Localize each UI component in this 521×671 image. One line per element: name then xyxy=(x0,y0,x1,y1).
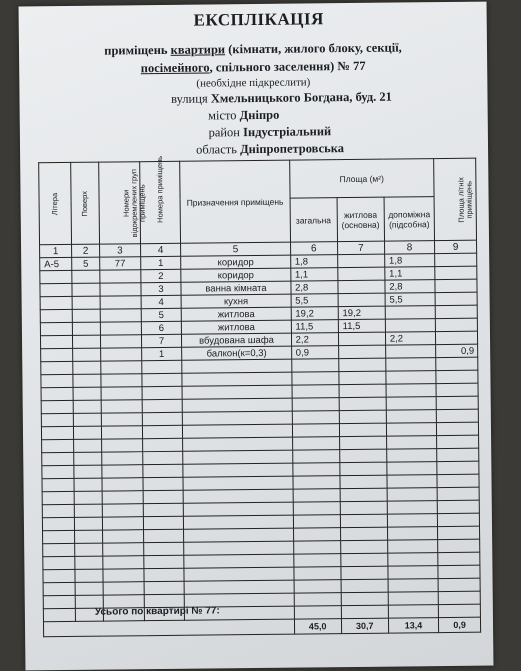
cell-floor xyxy=(72,322,100,335)
cell-living xyxy=(337,267,384,280)
cell-living xyxy=(338,293,385,306)
cell-litera xyxy=(41,348,73,361)
cell-purpose: житлова xyxy=(182,307,291,321)
cell-aux xyxy=(385,319,435,333)
cell-aux: 5,5 xyxy=(385,293,435,307)
cell-apt xyxy=(100,283,141,296)
header-purpose: Призначення приміщень xyxy=(180,160,290,243)
cell-purpose: житлова xyxy=(182,320,291,334)
cell-summer xyxy=(435,266,477,279)
col-num: 7 xyxy=(337,241,384,254)
cell-living xyxy=(338,332,385,345)
cell-apt: 77 xyxy=(100,257,141,270)
cell-summer xyxy=(435,318,477,331)
subtitle-text: , спільного заселення) № 77 xyxy=(209,58,366,75)
col-num: 2 xyxy=(72,244,100,257)
cell-total: 0,9 xyxy=(291,346,338,359)
cell-room: 4 xyxy=(141,295,182,308)
cell-floor xyxy=(73,348,101,361)
cell-floor xyxy=(72,283,100,296)
cell-floor xyxy=(72,270,100,283)
col-num: 3 xyxy=(99,244,140,257)
cell-room: 2 xyxy=(140,269,181,282)
total-area-living: 30,7 xyxy=(341,618,388,633)
cell-litera xyxy=(40,270,72,283)
cell-total: 1,8 xyxy=(290,255,337,268)
total-area-total: 45,0 xyxy=(294,619,341,634)
cell-summer xyxy=(436,331,478,344)
header-area-total: загальна xyxy=(290,198,338,242)
cell-purpose: ванна кімната xyxy=(181,281,290,295)
cell-room: 7 xyxy=(141,334,182,347)
cell-litera: А-5 xyxy=(40,257,72,270)
subtitle-underlined-apartment: квартири xyxy=(170,42,226,57)
subtitle-text: приміщень xyxy=(104,42,171,58)
region-value: Дніпропетровська xyxy=(239,141,345,157)
cell-floor xyxy=(73,335,101,348)
cell-aux: 1,8 xyxy=(384,254,434,268)
cell-living: 19,2 xyxy=(338,306,385,319)
total-area-aux: 13,4 xyxy=(388,618,439,634)
col-num: 9 xyxy=(435,240,477,253)
cell-total: 11,5 xyxy=(291,320,338,333)
cell-litera xyxy=(40,322,72,335)
document-page xyxy=(19,2,494,671)
header-litera: Літера xyxy=(39,162,72,244)
cell-total: 2,8 xyxy=(291,281,338,294)
cell-total: 1,1 xyxy=(290,268,337,281)
cell-purpose: вбудована шафа xyxy=(182,333,291,347)
cell-floor xyxy=(72,309,100,322)
cell-summer xyxy=(435,253,477,266)
document-title: ЕКСПЛІКАЦІЯ xyxy=(193,9,324,30)
col-num: 5 xyxy=(181,242,290,256)
street-value: Хмельницького Богдана, буд. 21 xyxy=(210,89,392,106)
cell-purpose: коридор xyxy=(181,255,290,269)
cell-aux xyxy=(385,306,435,320)
cell-floor xyxy=(72,296,100,309)
cell-room: 1 xyxy=(141,347,182,360)
cell-total: 2,2 xyxy=(291,333,338,346)
cell-apt xyxy=(101,348,142,361)
header-room-number: Номера приміщень xyxy=(139,161,181,243)
header-area-aux: допоміжна (підсобна) xyxy=(384,197,435,242)
cell-apt xyxy=(100,309,141,322)
city-label: місто xyxy=(207,108,240,123)
cell-apt xyxy=(100,296,141,309)
region-label: область xyxy=(196,142,241,157)
cell-litera xyxy=(40,296,72,309)
city-value: Дніпро xyxy=(239,107,280,123)
cell-room: 1 xyxy=(140,256,181,269)
col-num: 6 xyxy=(290,242,337,255)
cell-apt xyxy=(100,335,141,348)
cell-litera xyxy=(40,283,72,296)
cell-total: 19,2 xyxy=(291,307,338,320)
cell-room: 3 xyxy=(141,282,182,295)
cell-summer xyxy=(435,279,477,292)
cell-summer xyxy=(435,292,477,305)
col-num: 4 xyxy=(140,243,181,256)
cell-aux xyxy=(385,345,435,359)
cell-apt xyxy=(100,270,141,283)
col-num: 1 xyxy=(40,244,72,257)
cell-summer: 0,9 xyxy=(436,344,478,357)
cell-summer xyxy=(435,305,477,318)
header-summer-area: Площа літніх приміщень xyxy=(434,158,477,240)
subtitle-text: (кімнати, жилого блоку, секції, xyxy=(225,40,402,57)
cell-aux: 1,1 xyxy=(385,267,435,281)
cell-litera xyxy=(40,309,72,322)
total-area-summer: 0,9 xyxy=(439,617,481,632)
cell-litera xyxy=(40,335,72,348)
cell-room: 6 xyxy=(141,321,182,334)
cell-living: 11,5 xyxy=(338,319,385,332)
header-area-living: житлова (основна) xyxy=(337,197,385,241)
cell-total: 5,5 xyxy=(291,294,338,307)
header-area: Площа (м²) xyxy=(289,159,434,199)
col-num: 8 xyxy=(384,241,434,255)
cell-living xyxy=(338,345,385,358)
explication-table xyxy=(38,155,481,638)
header-apt-group: Номери відокремлених груп приміщень xyxy=(99,162,141,244)
totals-row xyxy=(43,617,480,637)
cell-aux: 2,8 xyxy=(385,280,435,294)
cell-living xyxy=(337,254,384,267)
street-label: вулиця xyxy=(171,91,211,106)
subtitle-underlined-family: посімейного xyxy=(140,60,210,76)
cell-apt xyxy=(100,322,141,335)
cell-purpose: балкон(к=0,3) xyxy=(182,346,291,360)
cell-purpose: коридор xyxy=(181,268,290,282)
cell-room: 5 xyxy=(141,308,182,321)
address-region xyxy=(36,139,504,159)
totals-label: Усього по квартирі № 77: xyxy=(94,605,220,618)
cell-floor: 5 xyxy=(72,257,100,270)
cell-aux: 2,2 xyxy=(385,332,435,346)
underline-note: (необхідне підкреслити) xyxy=(196,76,311,90)
cell-purpose: кухня xyxy=(181,294,290,308)
district-value: Індустріальний xyxy=(243,124,332,140)
cell-living xyxy=(338,280,385,293)
subtitle-line-1 xyxy=(19,40,487,60)
district-label: район xyxy=(208,125,244,140)
header-floor: Поверх xyxy=(71,162,100,244)
